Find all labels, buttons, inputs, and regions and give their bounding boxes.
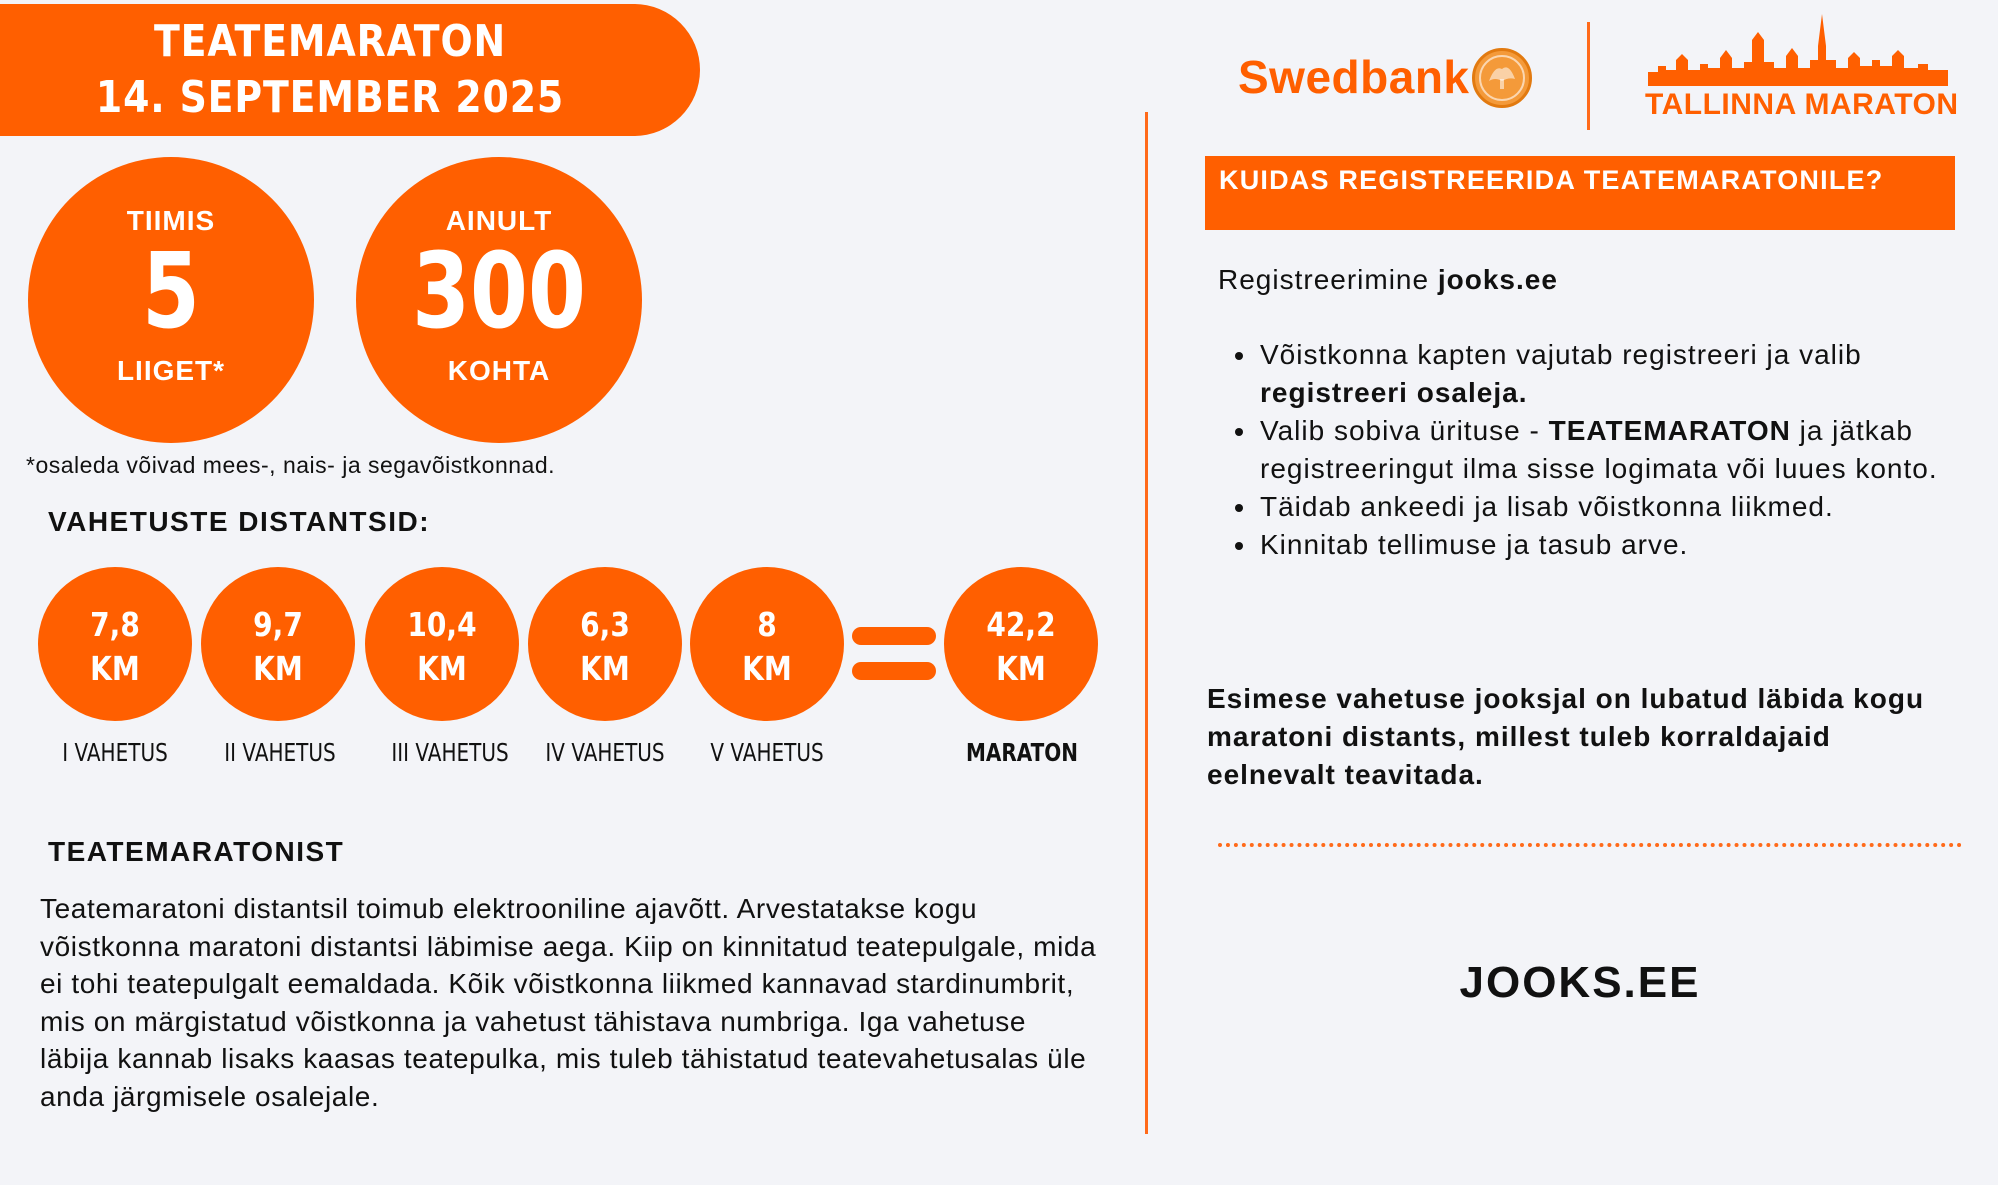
leg-3-circle xyxy=(365,567,519,721)
logo-divider xyxy=(1587,22,1590,130)
spots-label-top: AINULT xyxy=(445,205,553,236)
step-2-text: Valib sobiva ürituse - xyxy=(1260,415,1549,446)
step-1-bold: registreeri osaleja. xyxy=(1260,377,1528,408)
first-leg-note: Esimese vahetuse jooksjal on lubatud läbida kogu maratoni distants, millest tuleb korraldajaid eelnevalt teavitada. xyxy=(1207,683,1925,790)
equals-sign-top xyxy=(852,627,936,645)
event-date: 14. SEPTEMBER 2025 xyxy=(95,72,565,123)
leg-1-circle xyxy=(38,567,192,721)
spots-number: 300 xyxy=(412,230,586,352)
registration-site-link[interactable]: jooks.ee xyxy=(1437,264,1558,295)
registration-intro xyxy=(1218,264,1558,296)
team-size-number: 5 xyxy=(142,230,200,352)
leg-4-label: IV VAHETUS xyxy=(545,738,665,767)
team-size-label-bottom: LIIGET* xyxy=(116,355,226,386)
team-size-badge xyxy=(28,157,314,443)
registration-banner xyxy=(1205,156,1955,230)
leg-1-distance: 7,8 xyxy=(90,605,140,644)
registration-intro-text: Registreerimine xyxy=(1218,264,1438,295)
jooks-site-link[interactable]: JOOKS.EE xyxy=(1459,958,1701,1007)
swedbank-logo-text: Swedbank xyxy=(1238,51,1470,103)
event-title: TEATEMARATON xyxy=(153,16,507,67)
leg-2-distance: 9,7 xyxy=(253,605,303,644)
registration-step-4: • Kinnitab tellimuse ja tasub arve. xyxy=(1258,526,1978,564)
leg-4-circle xyxy=(528,567,682,721)
spots-badge xyxy=(356,157,642,443)
marathon-total-unit: KM xyxy=(996,649,1046,688)
tallinn-skyline-icon xyxy=(1648,10,1948,86)
swedbank-oak-icon xyxy=(1472,48,1532,108)
step-2-bold: TEATEMARATON xyxy=(1548,415,1791,446)
marathon-total-distance: 42,2 xyxy=(986,605,1056,644)
event-header xyxy=(0,4,700,136)
registration-heading: KUIDAS REGISTREERIDA TEATEMARATONILE? xyxy=(1219,165,1884,195)
column-divider xyxy=(1145,112,1148,1134)
leg-5-label: V VAHETUS xyxy=(710,738,824,767)
registration-step-1 xyxy=(1258,336,1978,412)
team-footnote: *osaleda võivad mees-, nais- ja segavõistkonnad. xyxy=(26,452,556,478)
step-1-text: Võistkonna kapten vajutab registreeri ja valib xyxy=(1260,339,1862,370)
leg-3-label: III VAHETUS xyxy=(391,738,509,767)
registration-step-3: • Täidab ankeedi ja lisab võistkonna liikmed. xyxy=(1258,488,1978,526)
leg-5-distance: 8 xyxy=(757,605,777,644)
step-2-text-end: ja jätkab registreeringut ilma sisse logimata või luues konto. xyxy=(1260,415,1938,484)
leg-2-unit: KM xyxy=(253,649,303,688)
leg-5-unit: KM xyxy=(742,649,792,688)
equals-sign-bottom xyxy=(852,662,936,680)
registration-step-2 xyxy=(1258,412,1978,488)
dotted-divider xyxy=(1218,843,1962,847)
leg-5-circle xyxy=(690,567,844,721)
leg-3-distance: 10,4 xyxy=(407,605,477,644)
leg-2-circle xyxy=(201,567,355,721)
registration-steps xyxy=(1228,336,1978,564)
leg-4-distance: 6,3 xyxy=(580,605,630,644)
leg-4-unit: KM xyxy=(580,649,630,688)
distances-heading: VAHETUSTE DISTANTSID: xyxy=(48,506,431,537)
leg-1-unit: KM xyxy=(90,649,140,688)
marathon-total-circle xyxy=(944,567,1098,721)
team-size-label-top: TIIMIS xyxy=(126,205,216,236)
leg-3-unit: KM xyxy=(417,649,467,688)
leg-2-label: II VAHETUS xyxy=(224,738,336,767)
spots-label-bottom: KOHTA xyxy=(447,355,551,386)
about-text: Teatemaratoni distantsil toimub elektrooniline ajavõtt. Arvestatakse kogu võistkonna maratoni distantsi läbimise aega. Kiip on kinnitatud teatepulgale, mida ei tohi teatepulgalt eemaldada. Kõik võistkonna liikmed kannavad stardinumbrit, mis on märgistatud võistkonna ja vahetust tähistava numbriga. Iga vahetuse läbija kannab lisaks kaasas teatepulka, mis tuleb tähistatud teatevahetusalas üle anda järgmisele osalejale. xyxy=(40,893,1097,1112)
about-heading: TEATEMARATONIST xyxy=(48,836,345,867)
marathon-total-label: MARATON xyxy=(965,738,1079,767)
tallinna-maraton-logo-text: TALLINNA MARATON xyxy=(1645,88,1959,121)
leg-1-label: I VAHETUS xyxy=(62,738,168,767)
